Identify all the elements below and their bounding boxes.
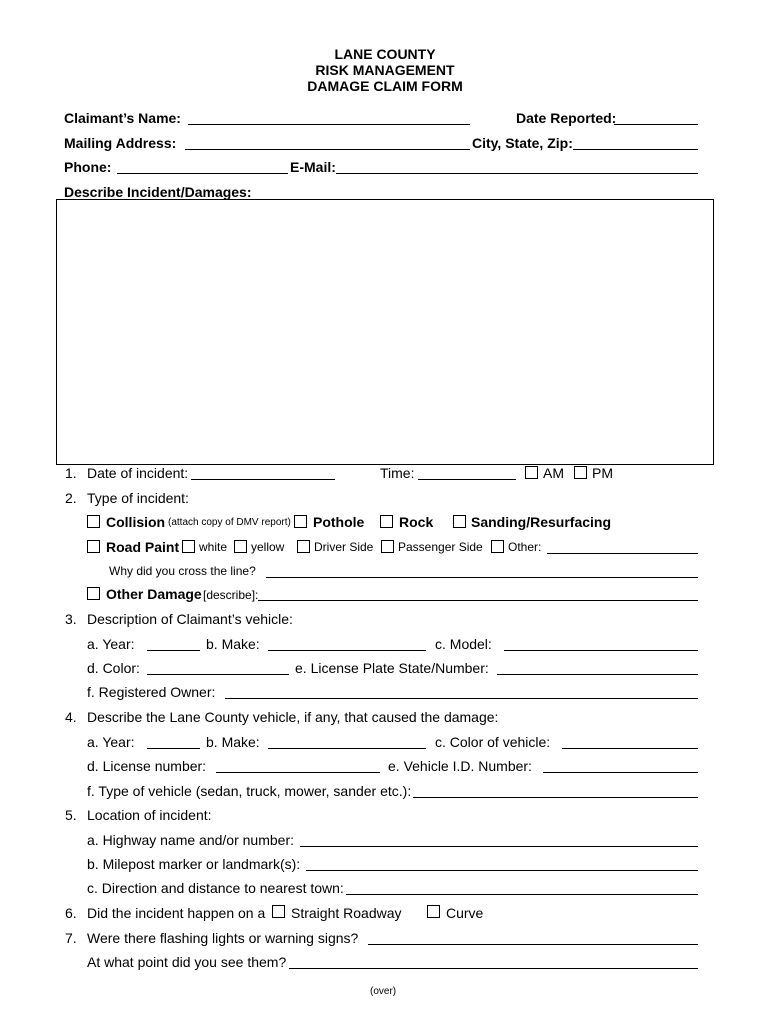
describe-incident-label: Describe Incident/Damages: bbox=[64, 184, 252, 200]
county-color-field[interactable] bbox=[562, 748, 698, 749]
form-title-line1: LANE COUNTY bbox=[334, 46, 436, 62]
claimant-plate-field[interactable] bbox=[497, 674, 698, 675]
date-reported-field[interactable] bbox=[614, 124, 698, 125]
vehicle-id-label: e. Vehicle I.D. Number: bbox=[388, 758, 532, 774]
mailing-address-label: Mailing Address: bbox=[64, 135, 177, 151]
straight-roadway-checkbox[interactable] bbox=[272, 905, 285, 918]
pothole-label: Pothole bbox=[313, 514, 365, 530]
county-make-field[interactable] bbox=[268, 748, 426, 749]
yellow-label: yellow bbox=[251, 540, 285, 554]
q7-label: Were there flashing lights or warning signs? bbox=[87, 930, 359, 946]
collision-checkbox[interactable] bbox=[87, 515, 100, 528]
license-number-label: d. License number: bbox=[87, 758, 207, 774]
city-state-zip-label: City, State, Zip: bbox=[472, 135, 573, 151]
white-label: white bbox=[199, 540, 228, 554]
why-cross-field[interactable] bbox=[266, 577, 698, 578]
rock-label: Rock bbox=[399, 514, 434, 530]
over-note: (over) bbox=[370, 986, 397, 997]
phone-field[interactable] bbox=[117, 173, 288, 174]
claimant-year-label: a. Year: bbox=[87, 636, 135, 652]
describe-incident-textarea[interactable] bbox=[56, 199, 714, 465]
highway-field[interactable] bbox=[300, 846, 698, 847]
claimant-model-field[interactable] bbox=[504, 650, 698, 651]
claimant-make-field[interactable] bbox=[268, 650, 426, 651]
registered-owner-field[interactable] bbox=[225, 698, 698, 699]
vehicle-type-label: f. Type of vehicle (sedan, truck, mower, sander etc.): bbox=[87, 783, 412, 799]
email-field[interactable] bbox=[336, 173, 698, 174]
phone-label: Phone: bbox=[64, 159, 112, 175]
warning-signs-field[interactable] bbox=[368, 944, 698, 945]
date-of-incident-field[interactable] bbox=[191, 479, 335, 480]
collision-note: (attach copy of DMV report) bbox=[168, 517, 291, 528]
q2-number: 2. bbox=[65, 490, 77, 506]
other-damage-checkbox[interactable] bbox=[87, 587, 100, 600]
other-damage-label: Other Damage bbox=[106, 586, 202, 602]
sanding-label: Sanding/Resurfacing bbox=[471, 514, 612, 530]
q3-label: Description of Claimant’s vehicle: bbox=[87, 611, 293, 627]
county-make-label: b. Make: bbox=[206, 734, 260, 750]
milepost-label: b. Milepost marker or landmark(s): bbox=[87, 856, 301, 872]
q4-number: 4. bbox=[65, 709, 77, 725]
sanding-checkbox[interactable] bbox=[453, 515, 466, 528]
white-checkbox[interactable] bbox=[182, 540, 195, 553]
at-what-point-field[interactable] bbox=[289, 968, 698, 969]
q1-number: 1. bbox=[65, 465, 77, 481]
q5-label: Location of incident: bbox=[87, 807, 212, 823]
claimant-name-field[interactable] bbox=[188, 124, 470, 125]
passenger-side-checkbox[interactable] bbox=[381, 540, 394, 553]
pm-label: PM bbox=[592, 465, 613, 481]
mailing-address-field[interactable] bbox=[185, 149, 470, 150]
direction-label: c. Direction and distance to nearest town: bbox=[87, 880, 344, 896]
q5-number: 5. bbox=[65, 807, 77, 823]
time-field[interactable] bbox=[418, 479, 516, 480]
other-field[interactable] bbox=[547, 553, 698, 554]
q7-number: 7. bbox=[65, 930, 77, 946]
direction-field[interactable] bbox=[346, 894, 698, 895]
form-title-line2: RISK MANAGEMENT bbox=[315, 62, 455, 78]
registered-owner-label: f. Registered Owner: bbox=[87, 684, 216, 700]
road-paint-checkbox[interactable] bbox=[87, 540, 100, 553]
q6-label: Did the incident happen on a bbox=[87, 905, 266, 921]
email-label: E-Mail: bbox=[290, 159, 336, 175]
claimant-plate-label: e. License Plate State/Number: bbox=[295, 660, 489, 676]
pm-checkbox[interactable] bbox=[574, 466, 587, 479]
city-state-zip-field[interactable] bbox=[573, 149, 698, 150]
rock-checkbox[interactable] bbox=[380, 515, 393, 528]
q1-label: Date of incident: bbox=[87, 465, 189, 481]
pothole-checkbox[interactable] bbox=[294, 515, 307, 528]
road-paint-label: Road Paint bbox=[106, 539, 180, 555]
highway-label: a. Highway name and/or number: bbox=[87, 832, 294, 848]
passenger-side-label: Passenger Side bbox=[398, 540, 483, 554]
claimant-make-label: b. Make: bbox=[206, 636, 260, 652]
claimant-name-label: Claimant’s Name: bbox=[64, 110, 181, 126]
q3-number: 3. bbox=[65, 611, 77, 627]
claimant-model-label: c. Model: bbox=[435, 636, 492, 652]
claimant-color-field[interactable] bbox=[147, 674, 289, 675]
collision-label: Collision bbox=[106, 514, 166, 530]
driver-side-label: Driver Side bbox=[314, 540, 374, 554]
other-checkbox[interactable] bbox=[491, 540, 504, 553]
county-year-label: a. Year: bbox=[87, 734, 135, 750]
q2-label: Type of incident: bbox=[87, 490, 189, 506]
am-label: AM bbox=[543, 465, 564, 481]
milepost-field[interactable] bbox=[306, 870, 698, 871]
driver-side-checkbox[interactable] bbox=[297, 540, 310, 553]
curve-label: Curve bbox=[446, 905, 484, 921]
yellow-checkbox[interactable] bbox=[234, 540, 247, 553]
date-reported-label: Date Reported: bbox=[516, 110, 617, 126]
license-number-field[interactable] bbox=[216, 772, 380, 773]
q6-number: 6. bbox=[65, 905, 77, 921]
county-color-label: c. Color of vehicle: bbox=[435, 734, 551, 750]
county-year-field[interactable] bbox=[147, 748, 200, 749]
form-title-line3: DAMAGE CLAIM FORM bbox=[307, 78, 463, 94]
curve-checkbox[interactable] bbox=[427, 905, 440, 918]
vehicle-type-field[interactable] bbox=[413, 797, 698, 798]
vehicle-id-field[interactable] bbox=[543, 772, 698, 773]
why-cross-label: Why did you cross the line? bbox=[109, 564, 256, 578]
at-what-point-label: At what point did you see them? bbox=[87, 954, 287, 970]
other-damage-field[interactable] bbox=[258, 600, 698, 601]
claimant-color-label: d. Color: bbox=[87, 660, 140, 676]
am-checkbox[interactable] bbox=[525, 466, 538, 479]
time-label: Time: bbox=[380, 465, 415, 481]
straight-roadway-label: Straight Roadway bbox=[291, 905, 402, 921]
other-damage-note: [describe]: bbox=[203, 588, 259, 602]
q4-label: Describe the Lane County vehicle, if any, that caused the damage: bbox=[87, 709, 499, 725]
other-label: Other: bbox=[508, 540, 542, 554]
claimant-year-field[interactable] bbox=[147, 650, 200, 651]
